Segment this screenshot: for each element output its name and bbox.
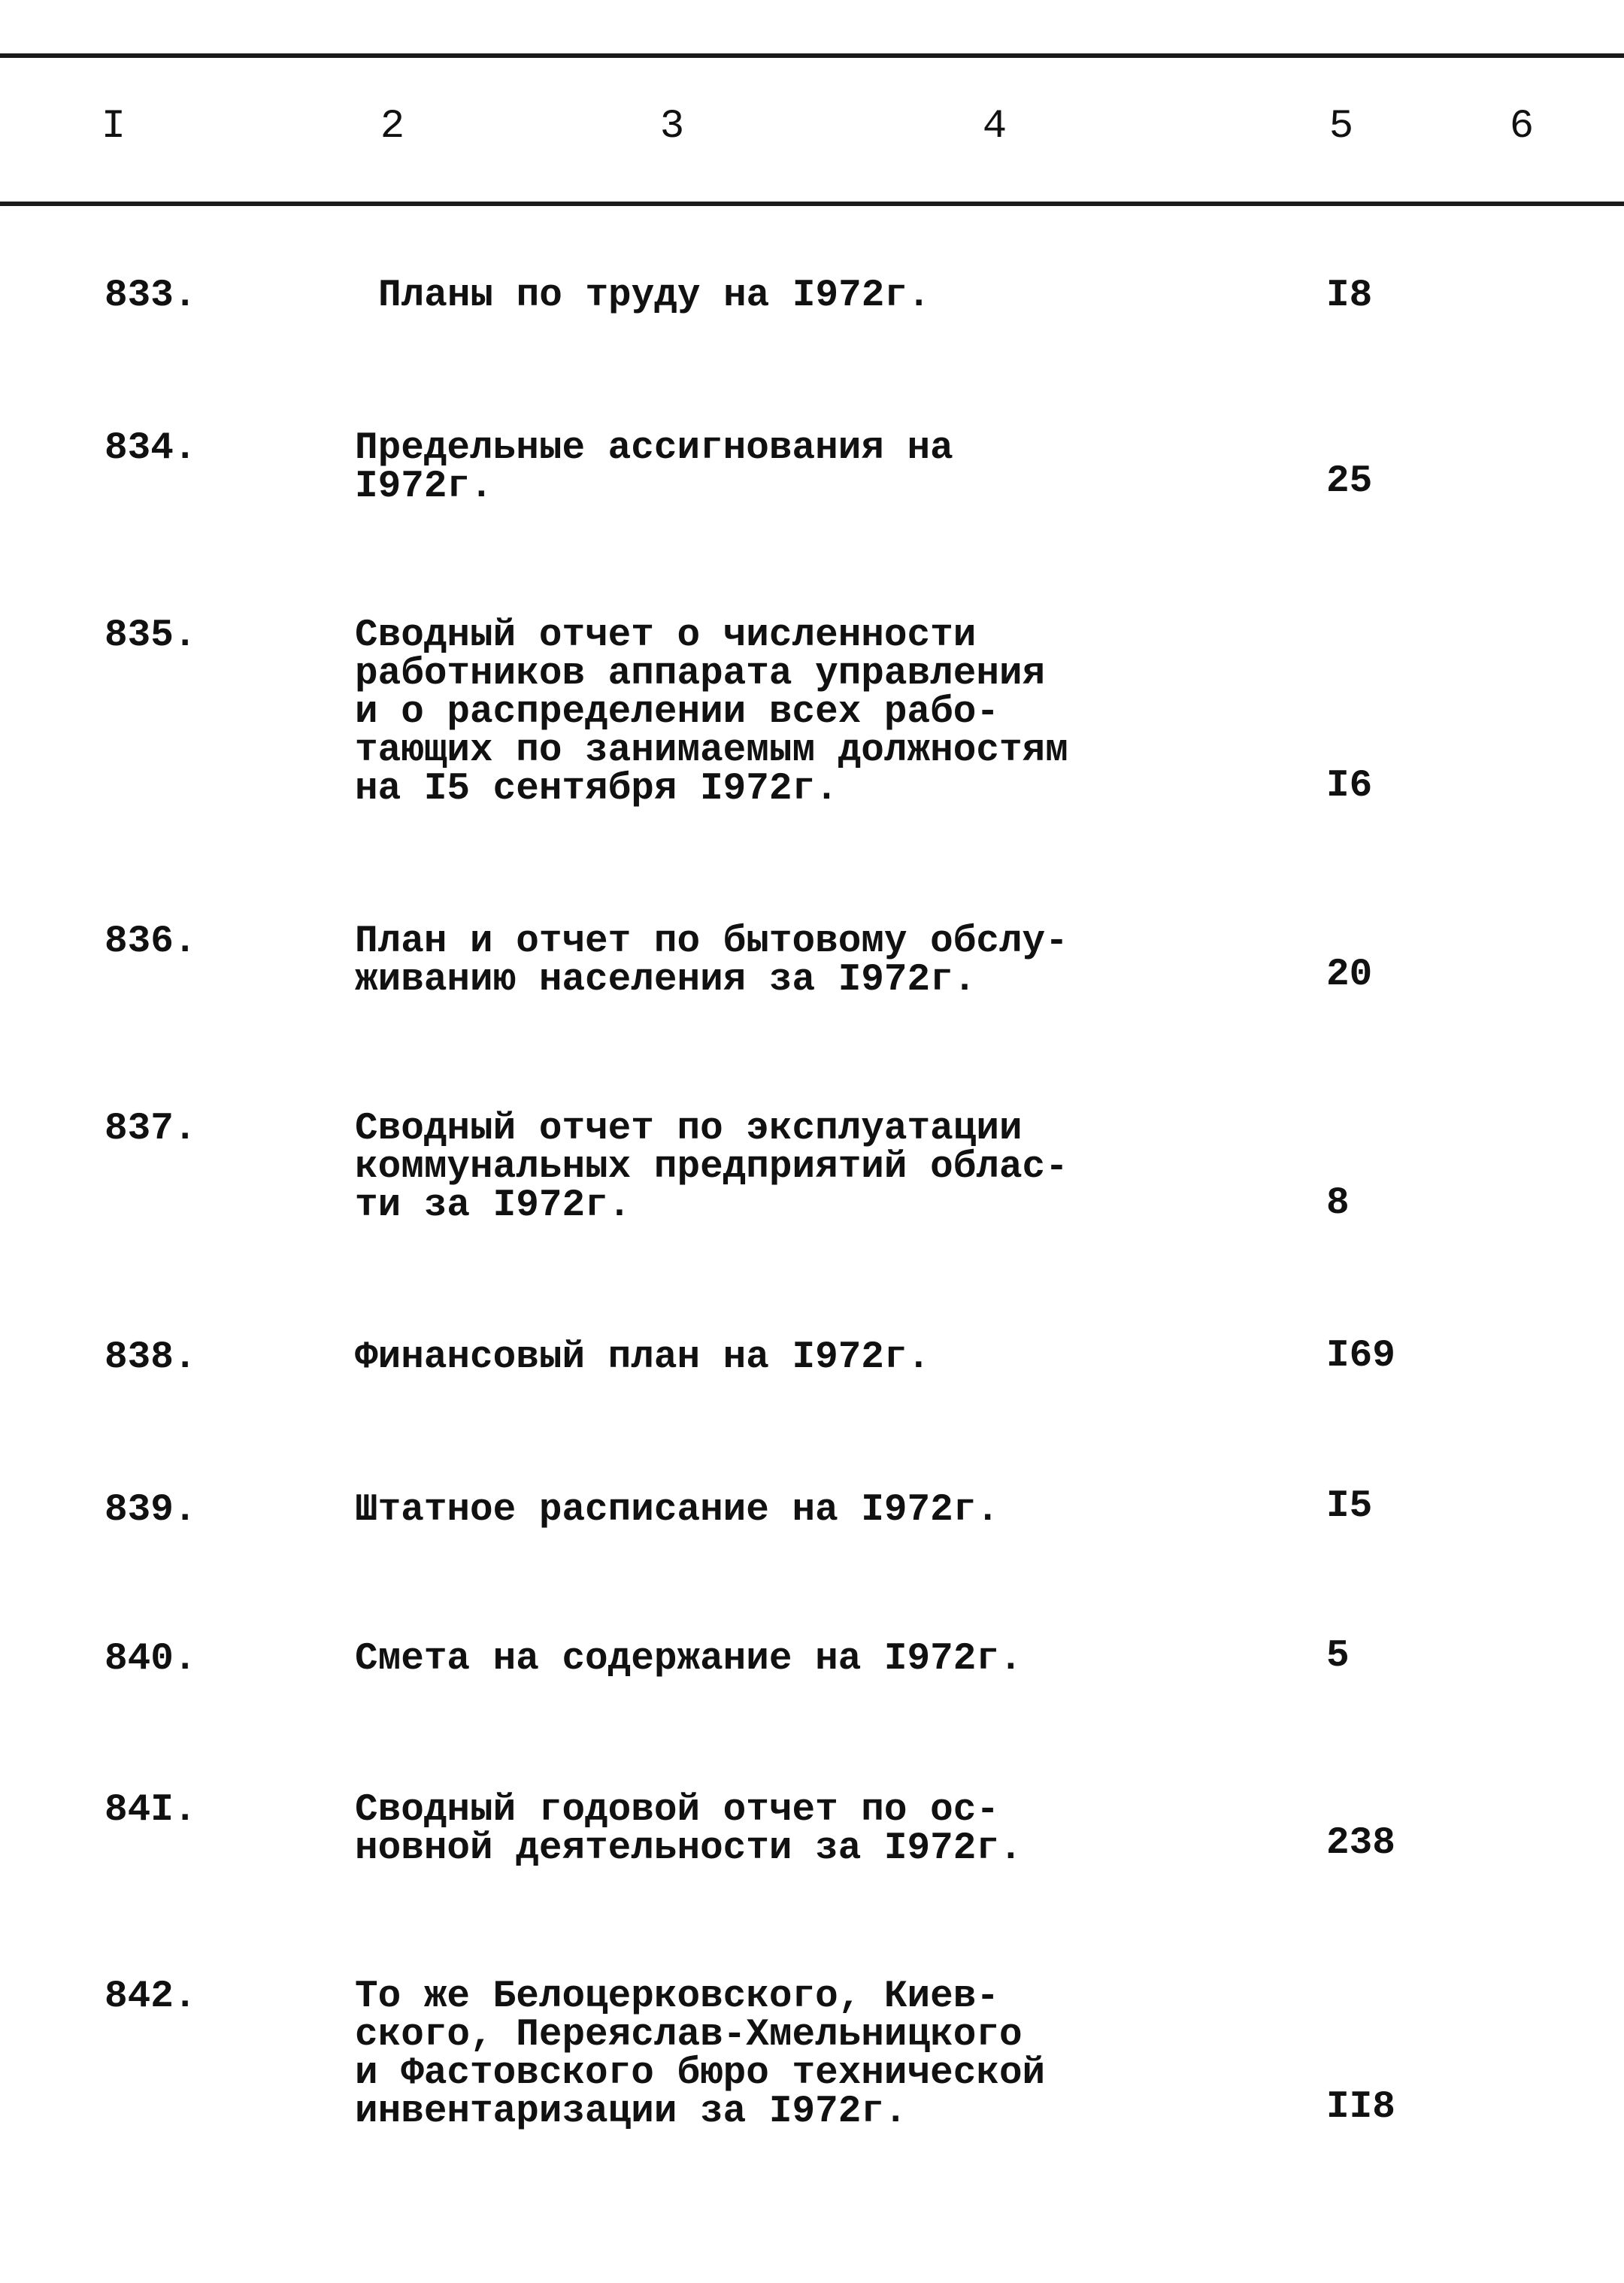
description-line: Предельные ассигнования на xyxy=(355,427,953,470)
row-sheet-count: I6 xyxy=(1326,765,1373,808)
row-number: 836. xyxy=(105,920,197,963)
row-number: 839. xyxy=(105,1489,197,1532)
row-number: 840. xyxy=(105,1638,197,1681)
row-number: 833. xyxy=(105,274,197,317)
table-header-rule xyxy=(0,202,1624,206)
column-header-6: 6 xyxy=(1509,104,1535,150)
row-description xyxy=(355,1110,1068,1225)
description-line: План и отчет по бытовому обслу- xyxy=(355,920,1068,963)
description-line: инвентаризации за I972г. xyxy=(355,2090,907,2133)
table-top-rule xyxy=(0,53,1624,58)
column-header-5: 5 xyxy=(1329,104,1354,150)
row-number: 834. xyxy=(105,427,197,470)
description-line: Сводный отчет по эксплуатации xyxy=(355,1108,1023,1151)
row-sheet-count: I8 xyxy=(1326,274,1373,317)
description-line: ского, Переяслав-Хмельницкого xyxy=(355,2014,1023,2057)
description-line: коммунальных предприятий облас- xyxy=(355,1146,1068,1189)
row-description xyxy=(355,1491,999,1530)
row-sheet-count: 8 xyxy=(1326,1182,1350,1225)
description-line: Планы по труду на I972г. xyxy=(378,274,931,317)
description-line: новной деятельности за I972г. xyxy=(355,1827,1023,1870)
description-line: То же Белоцерковского, Киев- xyxy=(355,1975,999,2018)
description-line: и о распределении всех рабо- xyxy=(355,691,999,734)
row-number: 84I. xyxy=(105,1789,197,1832)
column-header-3: 3 xyxy=(659,104,685,150)
row-sheet-count: 238 xyxy=(1326,1822,1395,1865)
description-line: на I5 сентября I972г. xyxy=(355,768,838,811)
description-line: I972г. xyxy=(355,465,493,508)
row-number: 842. xyxy=(105,1975,197,2018)
description-line: и Фастовского бюро технической xyxy=(355,2052,1046,2095)
row-description xyxy=(355,1638,1023,1681)
row-description xyxy=(355,614,1068,811)
row-description xyxy=(355,1336,931,1379)
row-sheet-count: 5 xyxy=(1326,1635,1350,1678)
row-description xyxy=(378,274,931,317)
row-sheet-count: 20 xyxy=(1326,954,1373,996)
row-description xyxy=(355,920,1068,1002)
description-line: Сводный отчет о численности xyxy=(355,614,977,657)
description-line: ти за I972г. xyxy=(355,1184,632,1227)
row-number: 838. xyxy=(105,1336,197,1379)
row-description xyxy=(355,1975,1046,2133)
row-sheet-count: I5 xyxy=(1326,1485,1373,1528)
description-line: Штатное расписание на I972г. xyxy=(355,1489,999,1532)
column-header-4: 4 xyxy=(982,104,1007,150)
description-line: живанию населения за I972г. xyxy=(355,959,977,1002)
row-sheet-count: II8 xyxy=(1326,2086,1395,2129)
description-line: тающих по занимаемым должностям xyxy=(355,729,1068,772)
column-header-1: I xyxy=(101,104,126,150)
row-number: 835. xyxy=(105,614,197,657)
description-line: работников аппарата управления xyxy=(355,653,1046,696)
row-description xyxy=(355,429,953,506)
description-line: Сводный годовой отчет по ос- xyxy=(355,1789,999,1832)
row-sheet-count: 25 xyxy=(1326,460,1373,503)
row-description xyxy=(355,1791,1023,1868)
description-line: Финансовый план на I972г. xyxy=(355,1336,931,1379)
row-number: 837. xyxy=(105,1108,197,1151)
description-line: Смета на содержание на I972г. xyxy=(355,1638,1023,1681)
row-sheet-count: I69 xyxy=(1326,1335,1395,1378)
column-header-2: 2 xyxy=(380,104,405,150)
